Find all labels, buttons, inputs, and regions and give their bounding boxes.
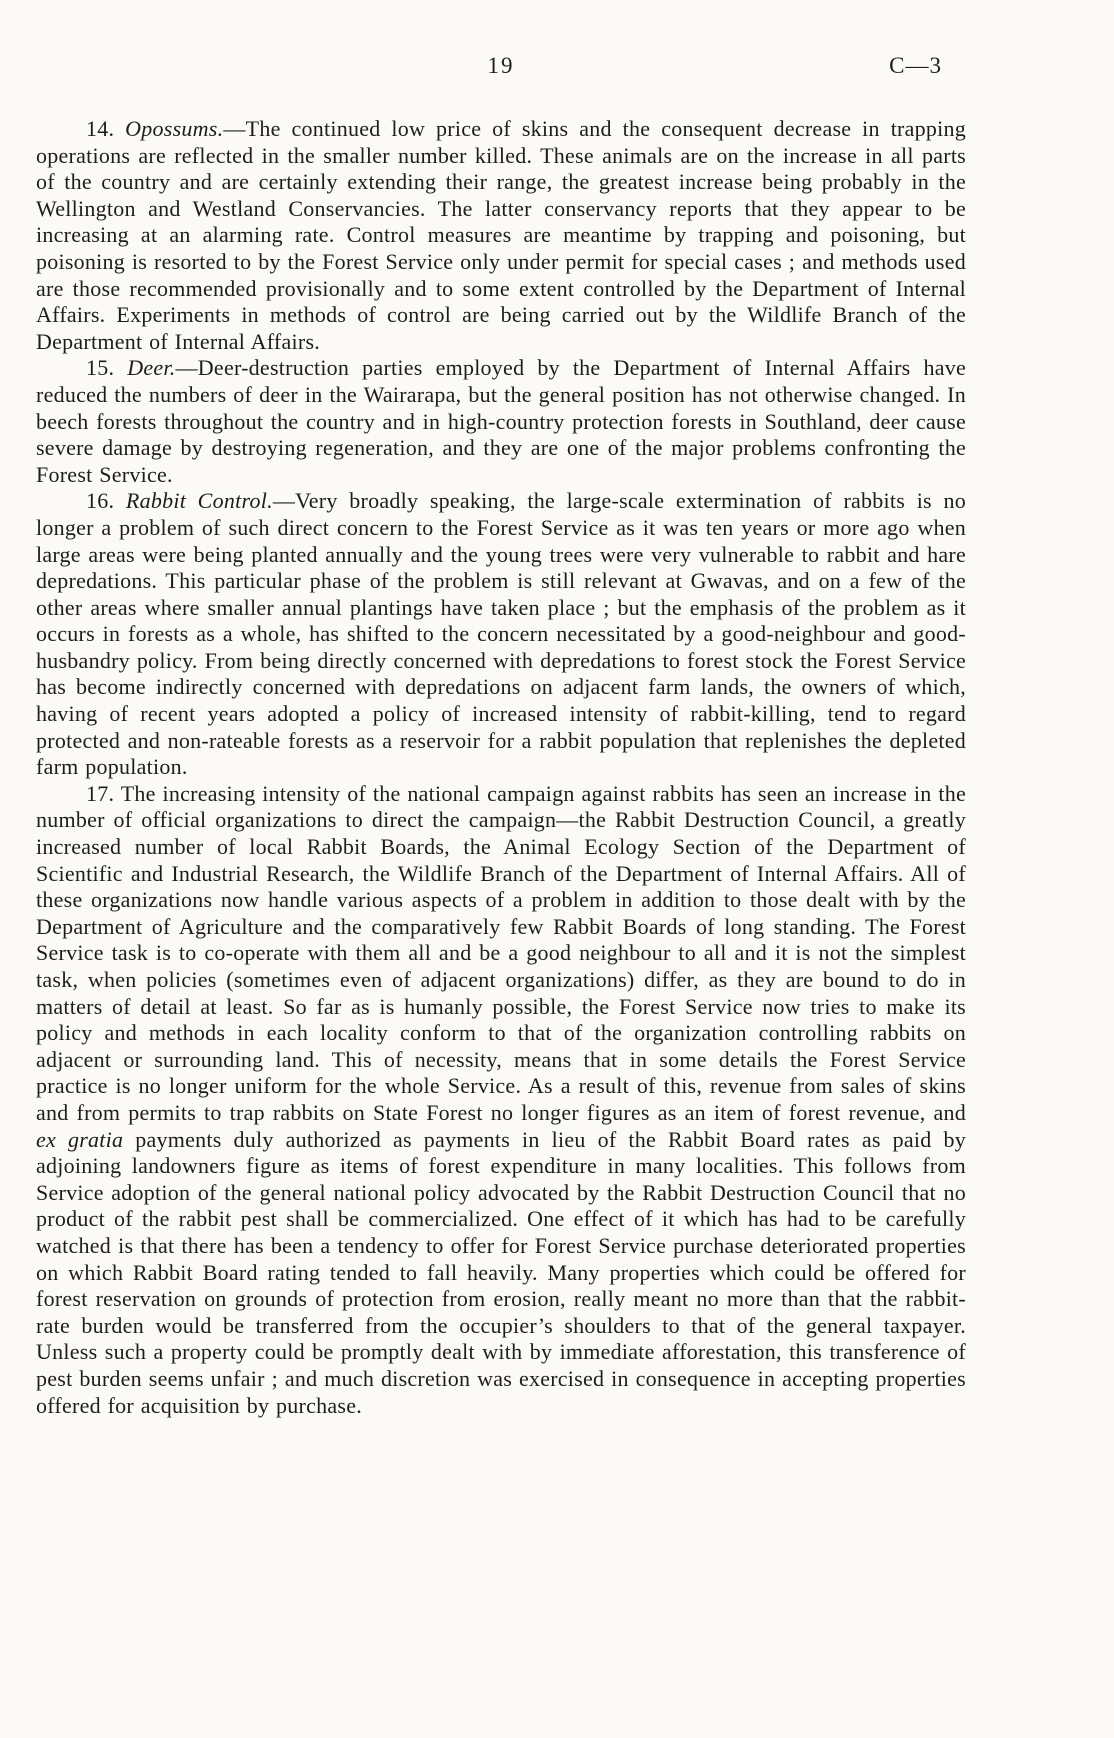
paragraph-title-italic: Rabbit Control. — [125, 488, 273, 514]
document-body — [36, 116, 966, 1419]
paragraph-text: —Very broadly speaking, the large-scale extermination of rabbits is no longer a problem of such direct concern to the Forest Service as it was ten years or more ago when large areas were being planted annually and the young trees were very vulnerable to rabbit and hare depredations. This particular phase of the problem is still relevant at Gwavas, and on a few of the other areas where smaller annual plantings have taken place ; but the emphasis of the problem as it occurs in forests as a whole, has shifted to the concern necessitated by a good-neighbour and good-husbandry policy. From being directly concerned with depredations to forest stock the Forest Service has become indirectly concerned with depredations on adjacent farm lands, the owners of which, having of recent years adopted a policy of increased intensity of rabbit-killing, tend to regard protected and non-rateable forests as a reservoir for a rabbit population that replenishes the depleted farm population. — [36, 488, 967, 780]
paragraph-17-rabbit-campaign — [36, 781, 966, 1419]
paragraph-number-label: 16. — [86, 488, 126, 514]
paragraph-15-deer — [36, 355, 966, 488]
paragraph-number-label: 15. — [86, 355, 128, 381]
paragraph-16-rabbit-control — [36, 488, 966, 781]
document-reference: C—3 — [889, 53, 942, 78]
paragraph-text: —Deer-destruction parties employed by the Department of Internal Affairs have reduced the numbers of deer in the Wairarapa, but the general position has not otherwise changed. In beech forests throughout the country and in high-country protection forests in Southland, deer cause severe damage by destroying regeneration, and they are one of the major problems confronting the Forest Service. — [36, 355, 966, 487]
latin-phrase-italic: ex gratia — [36, 1126, 124, 1152]
paragraph-title-italic: Opossums. — [125, 116, 224, 141]
paragraph-14-opossums — [36, 116, 966, 355]
paragraph-text: 17. The increasing intensity of the national campaign against rabbits has seen an increase in the number of official organizations to direct the campaign—the Rabbit Destruction Council, a greatly increased number of local Rabbit Boards, the Animal Ecology Section of the Department of Scientific and Industrial Research, the Wildlife Branch of the Department of Internal Affairs. All of these organizations now handle various aspects of a problem in addition to those dealt with by the Department of Agriculture and the comparatively few Rabbit Boards of long standing. The Forest Service task is to co-operate with them all and be a good neighbour to all and it is not the simplest task, when policies (sometimes even of adjacent organizations) differ, as they are bound to do in matters of detail at least. So far as is humanly possible, the Forest Service now tries to make its policy and methods in each locality conform to that of the organization controlling rabbits on adjacent or surrounding land. This of necessity, means that in some details the Forest Service practice is no longer uniform for the whole Service. As a result of this, revenue from sales of skins and from permits to trap rabbits on State Forest no longer figures as an item of forest revenue, and — [36, 780, 966, 1125]
paragraph-text: payments duly authorized as payments in lieu of the Rabbit Board rates as paid by adjoining landowners figure as items of forest expenditure in many localities. This follows from Service adoption of the general national policy advocated by the Rabbit Destruction Council that no product of the rabbit pest shall be commercialized. One effect of it which has had to be carefully watched is that there has been a tendency to offer for Forest Service purchase deteriorated properties on which Rabbit Board rating tended to fall heavily. Many properties which could be offered for forest reservation on grounds of protection from erosion, really meant no more than that the rabbit-rate burden would be transferred from the occupier’s shoulders to that of the general taxpayer. Unless such a property could be promptly dealt with by immediate afforestation, this transference of pest burden seems unfair ; and much discretion was exercised in consequence in accepting properties offered for acquisition by purchase. — [36, 1126, 966, 1418]
paragraph-title-italic: Deer. — [127, 355, 176, 381]
paragraph-text: —The continued low price of skins and the consequent decrease in trapping operations are reflected in the smaller number killed. These animals are on the increase in all parts of the country and are certainly extending their range, the greatest increase being probably in the Wellington and Westland Conservancies. The latter conservancy reports that they appear to be increasing at an alarming rate. Control measures are meantime by trapping and poisoning, but poisoning is resorted to by the Forest Service only under permit for special cases ; and methods used are those recommended provisionally and to some extent controlled by the Department of Internal Affairs. Experiments in methods of control are being carried out by the Wildlife Branch of the Department of Internal Affairs. — [36, 116, 967, 354]
page-number: 19 — [487, 53, 515, 78]
paragraph-number-label: 14. — [86, 116, 126, 141]
page-header — [36, 52, 966, 80]
